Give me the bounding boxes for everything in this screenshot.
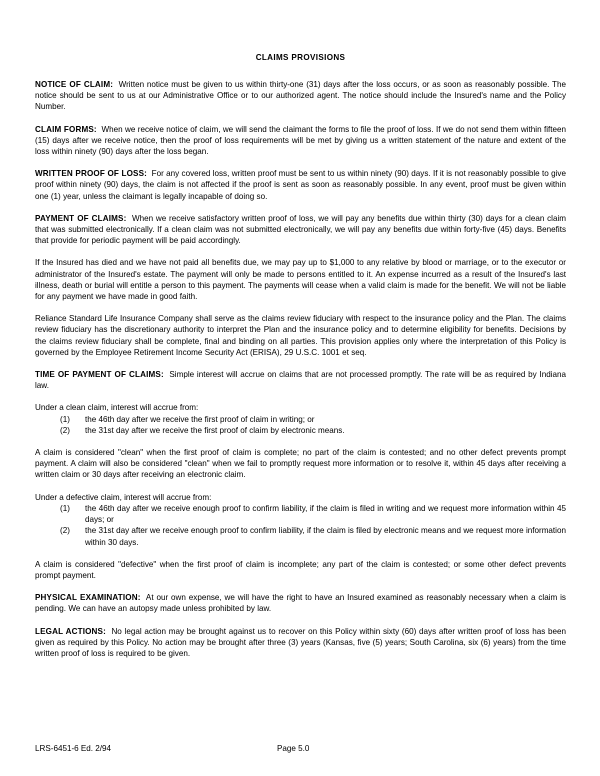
list-marker: (2) [60,526,70,536]
section-body: For any covered loss, written proof must be sent to us within ninety (90) days. If it is not reasonably possible to give proof within ninety (90) days, the claim is not affected if the proof is sent as soon as reasonably possible. In any event, proof must be given within one (1) year, unless the claimant is legally incapable of doing so. [35,169,566,201]
paragraph-body: A claim is considered "defective" when the first proof of claim is incomplete; any part of the claim is contested; or some other defect prevents prompt payment. [35,559,566,580]
section-body: When we receive satisfactory written proof of loss, we will pay any benefits due within thirty (30) days for a clean claim that was submitted electronically. If a clean claim was not submitted electronically, we will pay any benefits due within forty-five (45) days. Benefits that provide for periodic payment will be paid accordingly. [35,213,566,246]
section-heading: PAYMENT OF CLAIMS: [35,213,127,223]
paragraph-defective-claim-definition [35,559,566,581]
paragraph-claims-review-fiduciary [35,313,566,358]
clean-claim-list [35,414,566,436]
section-body: At our own expense, we will have the right to have an Insured examined as reasonably necessary when a claim is pending. We can have an autopsy made unless prohibited by law. [35,593,566,614]
list-item-text: the 31st day after we receive the first proof of claim by electronic means. [85,425,345,435]
section-heading: CLAIM FORMS: [35,124,97,134]
defective-claim-list [35,503,566,548]
paragraph-death-benefit-payment [35,257,566,302]
footer-page-number: Page 5.0 [277,744,310,753]
list-marker: (1) [60,414,70,424]
list-item-text: the 31st day after we receive enough proof to confirm liability, if the claim is filed by electronic means and we request more information within 30 days. [85,526,566,547]
paragraph-body: A claim is considered "clean" when the first proof of claim is complete; no part of the claim is contested; and no other defect prevents prompt payment. A claim will also be considered "clean" when we fail to promptly request more information or to resolve it, within 45 days after receiving a written claim or 30 days after receiving an electronic claim. [35,448,566,480]
section-physical-examination [35,592,566,614]
section-legal-actions [35,626,566,660]
paragraph-body: If the Insured has died and we have not paid all benefits due, we may pay up to $1,000 to any relative by blood or marriage, or to the executor or administrator of the Insured's estate. The payment will only be made to persons entitled to it. An expense incurred as a result of the Insured's last illness, death or burial will entitle a person to this payment. The payments will cease when a valid claim is made for the benefit. We will not be liable for any payment we have made in good faith. [35,258,566,302]
section-heading: LEGAL ACTIONS: [35,626,106,636]
section-claim-forms [35,124,566,158]
list-marker: (1) [60,503,70,513]
list-item [60,503,566,525]
section-heading: TIME OF PAYMENT OF CLAIMS: [35,370,164,380]
section-body: Written notice must be given to us within thirty-one (31) days after the loss occurs, or as soon as reasonably possible. The notice should be sent to us at our Administrative Office or to our authorized agent. The notice should include the Insured's name and the Policy Number. [35,80,566,112]
section-notice-of-claim [35,79,566,113]
section-body: When we receive notice of claim, we will send the claimant the forms to file the proof of loss. If we do not send them within fifteen (15) days after we receive notice, then the proof of loss requirements will be met by giving us a written statement of the nature and extent of the loss within ninety (90) days after the loss began. [35,124,566,157]
section-payment-of-claims [35,213,566,247]
clean-claim-lead-in: Under a clean claim, interest will accrue from: [35,403,199,413]
section-heading: WRITTEN PROOF OF LOSS: [35,169,147,179]
section-written-proof-of-loss [35,168,566,202]
paragraph-clean-claim-definition [35,447,566,481]
section-body: No legal action may be brought against us to recover on this Policy within sixty (60) days after written proof of loss has been given as required by this Policy. No action may be brought after three (3) years (Kansas, five (5) years; South Carolina, six (6) years) from the time written proof of loss is required to be given. [35,626,567,658]
list-marker: (2) [60,425,70,435]
section-heading: PHYSICAL EXAMINATION: [35,593,141,603]
list-item [60,414,566,425]
list-item-text: the 46th day after we receive enough proof to confirm liability, if the claim is filed in writing and we request more information within 45 days; or [85,503,566,525]
list-item [60,525,566,547]
paragraph-body: Reliance Standard Life Insurance Company shall serve as the claims review fiduciary with respect to the insurance policy and the Plan. The claims review fiduciary has the discretionary authority to interpret the Plan and the insurance policy and to determine eligibility for benefits. Decisions by the claims review fiduciary shall be complete, final and binding on all parties. This provision applies only where the interpretation of this Policy is governed by the Employee Retirement Income Security Act (ERISA), 29 U.S.C. 1001 et seq. [35,314,566,357]
page-title: CLAIMS PROVISIONS [255,53,346,62]
list-item-text: the 46th day after we receive the first proof of claim in writing; or [85,414,315,424]
page-footer [35,743,566,754]
list-item [60,425,566,436]
footer-document-id: LRS-6451-6 Ed. 2/94 [35,744,112,753]
section-time-of-payment-of-claims [35,369,566,391]
defective-claim-lead-in: Under a defective claim, interest will accrue from: [35,492,212,502]
section-heading: NOTICE OF CLAIM: [35,80,114,89]
section-body: Simple interest will accrue on claims that are not processed promptly. The rate will be as required by Indiana law. [35,370,567,391]
